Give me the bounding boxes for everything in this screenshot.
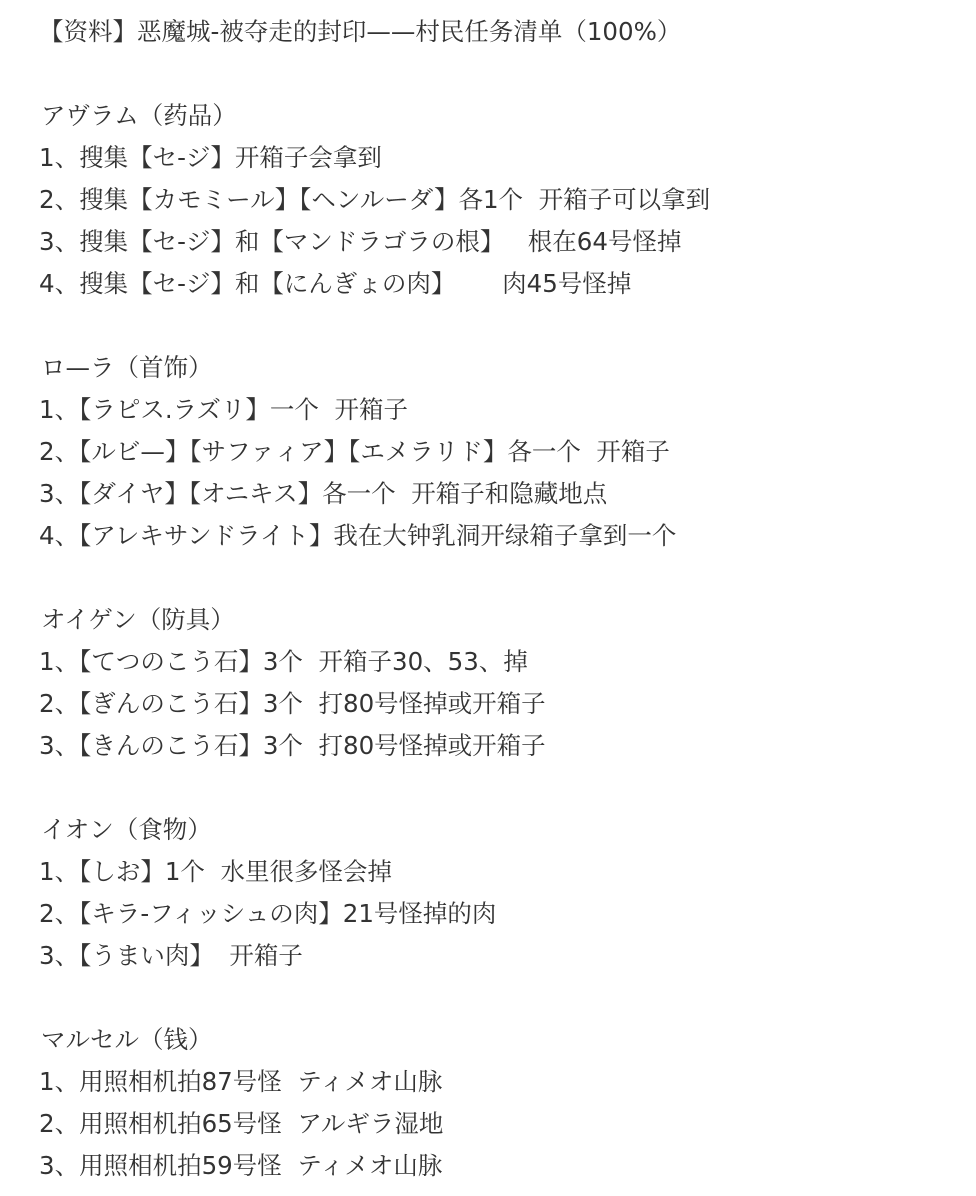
- list-item: 1、搜集【セ-ジ】开箱子会拿到: [39, 143, 382, 172]
- section-heading-marcel: マルセル（钱）: [41, 1025, 213, 1054]
- list-item: 1、【しお】1个 水里很多怪会掉: [39, 857, 392, 886]
- section-heading-eugen: オイゲン（防具）: [41, 605, 235, 634]
- list-item: 3、【うまい肉】 开箱子: [39, 941, 303, 970]
- list-item: 3、【きんのこう石】3个 打80号怪掉或开箱子: [39, 731, 546, 760]
- list-item: 1、用照相机拍87号怪 ティメオ山脉: [39, 1067, 443, 1096]
- section-heading-laura: ロ—ラ（首饰）: [41, 353, 213, 382]
- list-item: 2、用照相机拍65号怪 アルギラ湿地: [39, 1109, 444, 1138]
- list-item: 2、【ぎんのこう石】3个 打80号怪掉或开箱子: [39, 689, 546, 718]
- list-item: 2、搜集【カモミール】【ヘンルーダ】各1个 开箱子可以拿到: [39, 185, 711, 214]
- list-item: 4、搜集【セ-ジ】和【にんぎょの肉】 肉45号怪掉: [39, 269, 632, 298]
- list-item: 4、【アレキサンドライト】我在大钟乳洞开绿箱子拿到一个: [39, 521, 677, 550]
- list-item: 1、【てつのこう石】3个 开箱子30、53、掉: [39, 647, 528, 676]
- list-item: 3、【ダイヤ】【オニキス】各一个 开箱子和隐藏地点: [39, 479, 608, 508]
- list-item: 3、用照相机拍59号怪 ティメオ山脉: [39, 1151, 443, 1180]
- list-item: 1、【ラピス.ラズリ】一个 开箱子: [39, 395, 408, 424]
- list-item: 2、【ルビ—】【サファィア】【エメラリド】各一个 开箱子: [39, 437, 670, 466]
- list-item: 2、【キラ-フィッシュの肉】21号怪掉的肉: [39, 899, 497, 928]
- list-item: 3、搜集【セ-ジ】和【マンドラゴラの根】 根在64号怪掉: [39, 227, 682, 256]
- section-heading-avram: アヴラム（药品）: [41, 101, 237, 130]
- document-title: 【资料】恶魔城-被夺走的封印——村民任务清单（100%）: [39, 17, 682, 46]
- section-heading-ion: イオン（食物）: [41, 815, 212, 844]
